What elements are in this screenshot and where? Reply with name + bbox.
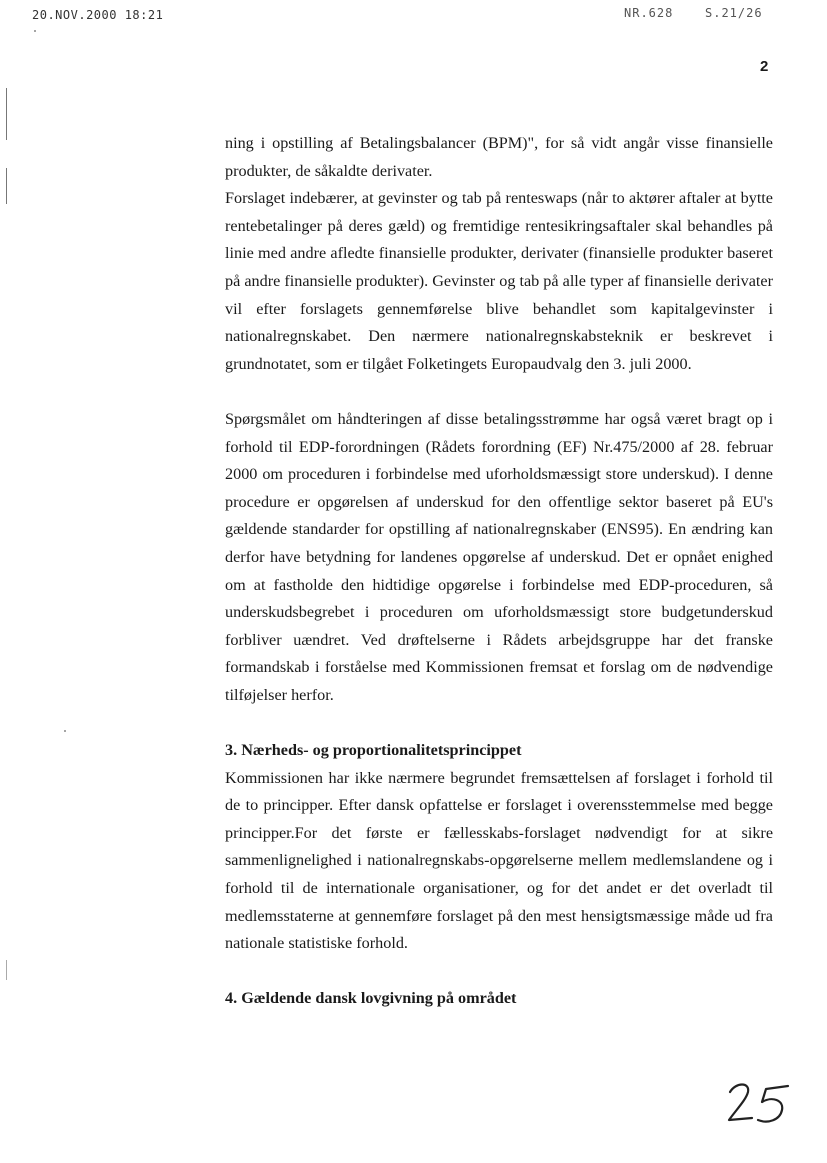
paragraph-spacer (225, 709, 773, 737)
paragraph-spacer (225, 958, 773, 986)
section-3-text: Kommissionen har ikke nærmere begrundet fremsættelsen af forslaget i forhold til de to principper. Efter dansk opfattelse er forslaget i overensstemmelse med begge principper.For det første er fællesskabs-forslaget nødvendigt for at sikre sammenlignelighed i nationalregnskabs-opgørelserne mellem medlemslandene og i forhold til de internationale organisationer, og for det andet er det overladt til medlemsstaterne at gennemføre forslaget på den mest hensigtsmæssige måde ud fra nationale statistiske forhold. (225, 768, 773, 953)
paragraph-edp: Spørgsmålet om håndteringen af disse betalingsstrømme har også været bragt op i forhold til EDP-forordningen (Rådets forordning (EF) Nr.475/2000 af 28. februar 2000 om proceduren i forbindelse med uforholdsmæssigt store underskud). I denne procedure er opgørelsen af underskud for den offentlige sektor baseret på EU's gældende standarder for opstilling af nationalregnskaber (ENS95). En ændring kan derfor have betydning for landenes opgørelse af underskud. Det er opnået enighed om at fastholde den hidtidige opgørelse i forbindelse med EDP-proceduren, så underskudsbegrebet i proceduren om uforholdsmæssigt store budgetunderskud forbliver uændret. Ved drøftelserne i Rådets arbejdsgruppe har det franske formandskab i forståelse med Kommissionen fremsat et forslag om de nødvendige tilføjelser herfor. (225, 409, 773, 704)
handwritten-page-number (726, 1078, 796, 1128)
section-3-heading: 3. Nærheds- og proportionalitetsprincippet (225, 741, 522, 760)
scan-speck (34, 30, 36, 32)
section-4-heading: 4. Gældende dansk lovgivning på området (225, 989, 517, 1008)
paragraph-continuation: ning i opstilling af Betalingsbalancer (BPM)", for så vidt angår visse finansielle produkter, de såkaldte derivater. (225, 134, 773, 180)
scan-margin-line (6, 960, 7, 980)
document-body (225, 130, 773, 1013)
fax-date-time: 20.NOV.2000 18:21 (32, 8, 164, 22)
fax-page-count: S.21/26 (705, 6, 763, 20)
scan-margin-line (6, 88, 7, 140)
paragraph-proposal: Forslaget indebærer, at gevinster og tab på renteswaps (når to aktører aftaler at bytte rentebetalinger på deres gæld) og fremtidige rentesikringsaftaler skal behandles på linie med andre afledte finansielle produkter, derivater (finansielle produkter baseret på andre finansielle produkter). Gevinster og tab på alle typer af finansielle derivater vil efter forslagets gennemførelse blive behandlet som kapitalgevinster i nationalregnskabet. Den nærmere nationalregnskabsteknik er beskrevet i grundnotatet, som er tilgået Folketingets Europaudvalg den 3. juli 2000. (225, 189, 773, 373)
page-number: 2 (760, 58, 769, 75)
fax-number: NR.628 (624, 6, 674, 20)
paragraph-spacer (225, 378, 773, 406)
scan-speck (64, 730, 66, 732)
fax-header (0, 6, 827, 26)
scan-margin-line (6, 168, 7, 204)
